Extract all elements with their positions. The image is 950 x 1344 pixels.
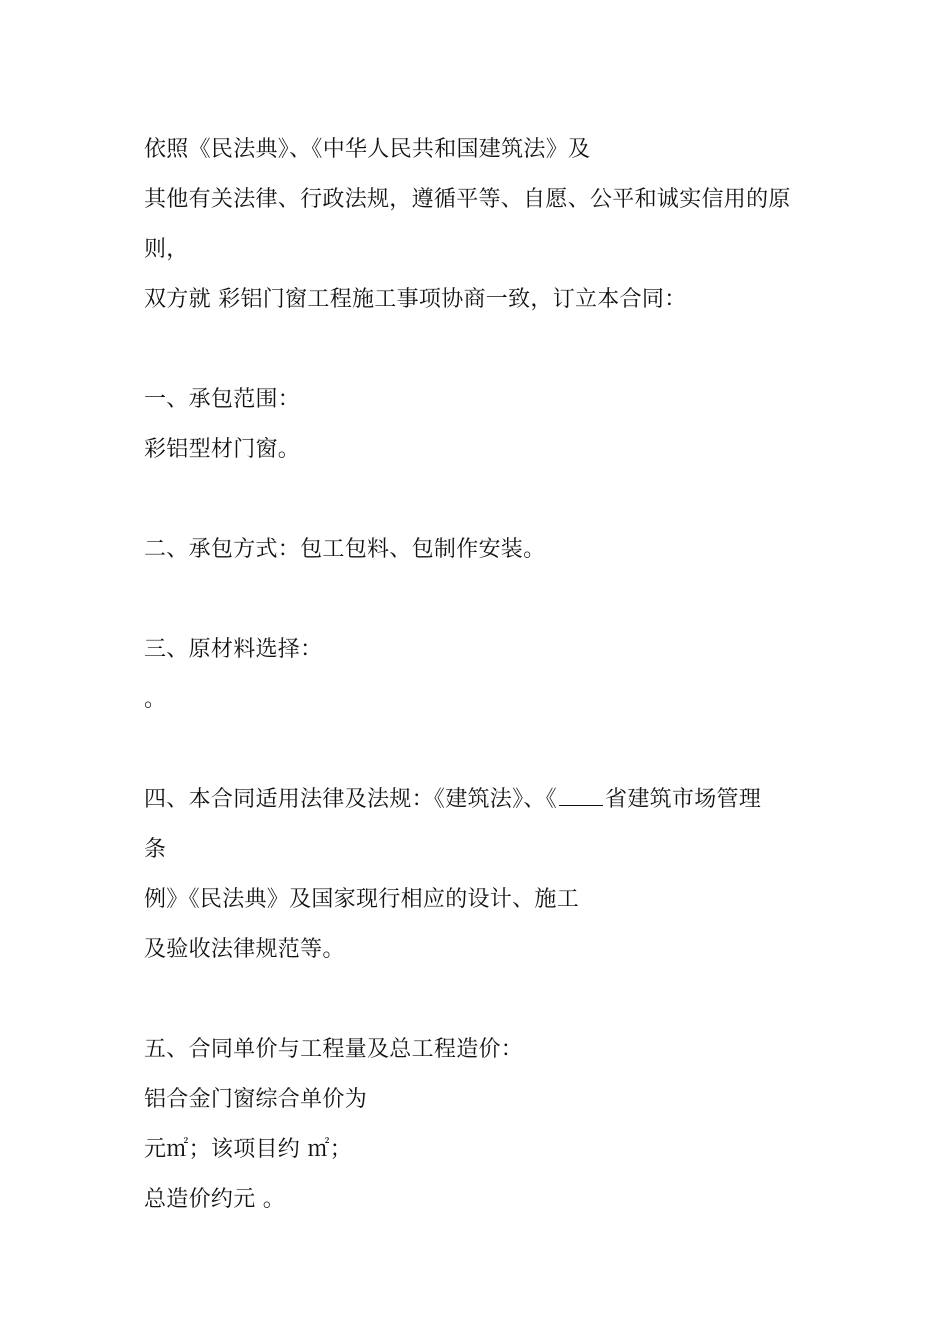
section-2-heading: 二、承包方式：包工包料、包制作安装。	[144, 537, 546, 562]
section-4-heading	[144, 785, 761, 815]
section-5-line-3: 总造价约元 。	[144, 1187, 286, 1212]
section-1-content: 彩铝型材门窗。	[144, 437, 301, 462]
section-5-line-2: 元㎡；该项目约 ㎡；	[144, 1137, 352, 1162]
section-5-heading: 五、合同单价与工程量及总工程造价：	[144, 1037, 524, 1062]
intro-line-1: 依照《民法典》、《中华人民共和国建筑法》及	[144, 137, 591, 162]
section-4-line-3: 例》《民法典》及国家现行相应的设计、施工	[144, 887, 580, 912]
section-4-line-2: 条	[144, 837, 167, 862]
section-1-heading: 一、承包范围：	[144, 387, 301, 412]
section-4-line-4: 及验收法律规范等。	[144, 937, 345, 962]
blank-underline	[559, 785, 603, 806]
section-3-heading: 三、原材料选择：	[144, 637, 323, 662]
intro-line-2: 其他有关法律、行政法规，遵循平等、自愿、公平和诚实信用的原	[144, 187, 791, 212]
section-3-content: 。	[144, 687, 167, 712]
intro-line-3: 则，	[144, 237, 189, 262]
intro-line-4: 双方就 彩铝门窗工程施工事项协商一致，订立本合同：	[144, 287, 687, 312]
section-4-heading-part-2: 省建筑市场管理	[605, 787, 762, 812]
section-5-line-1: 铝合金门窗综合单价为	[144, 1087, 368, 1112]
section-4-heading-part-1: 四、本合同适用法律及法规：《建筑法》、《	[144, 787, 558, 812]
